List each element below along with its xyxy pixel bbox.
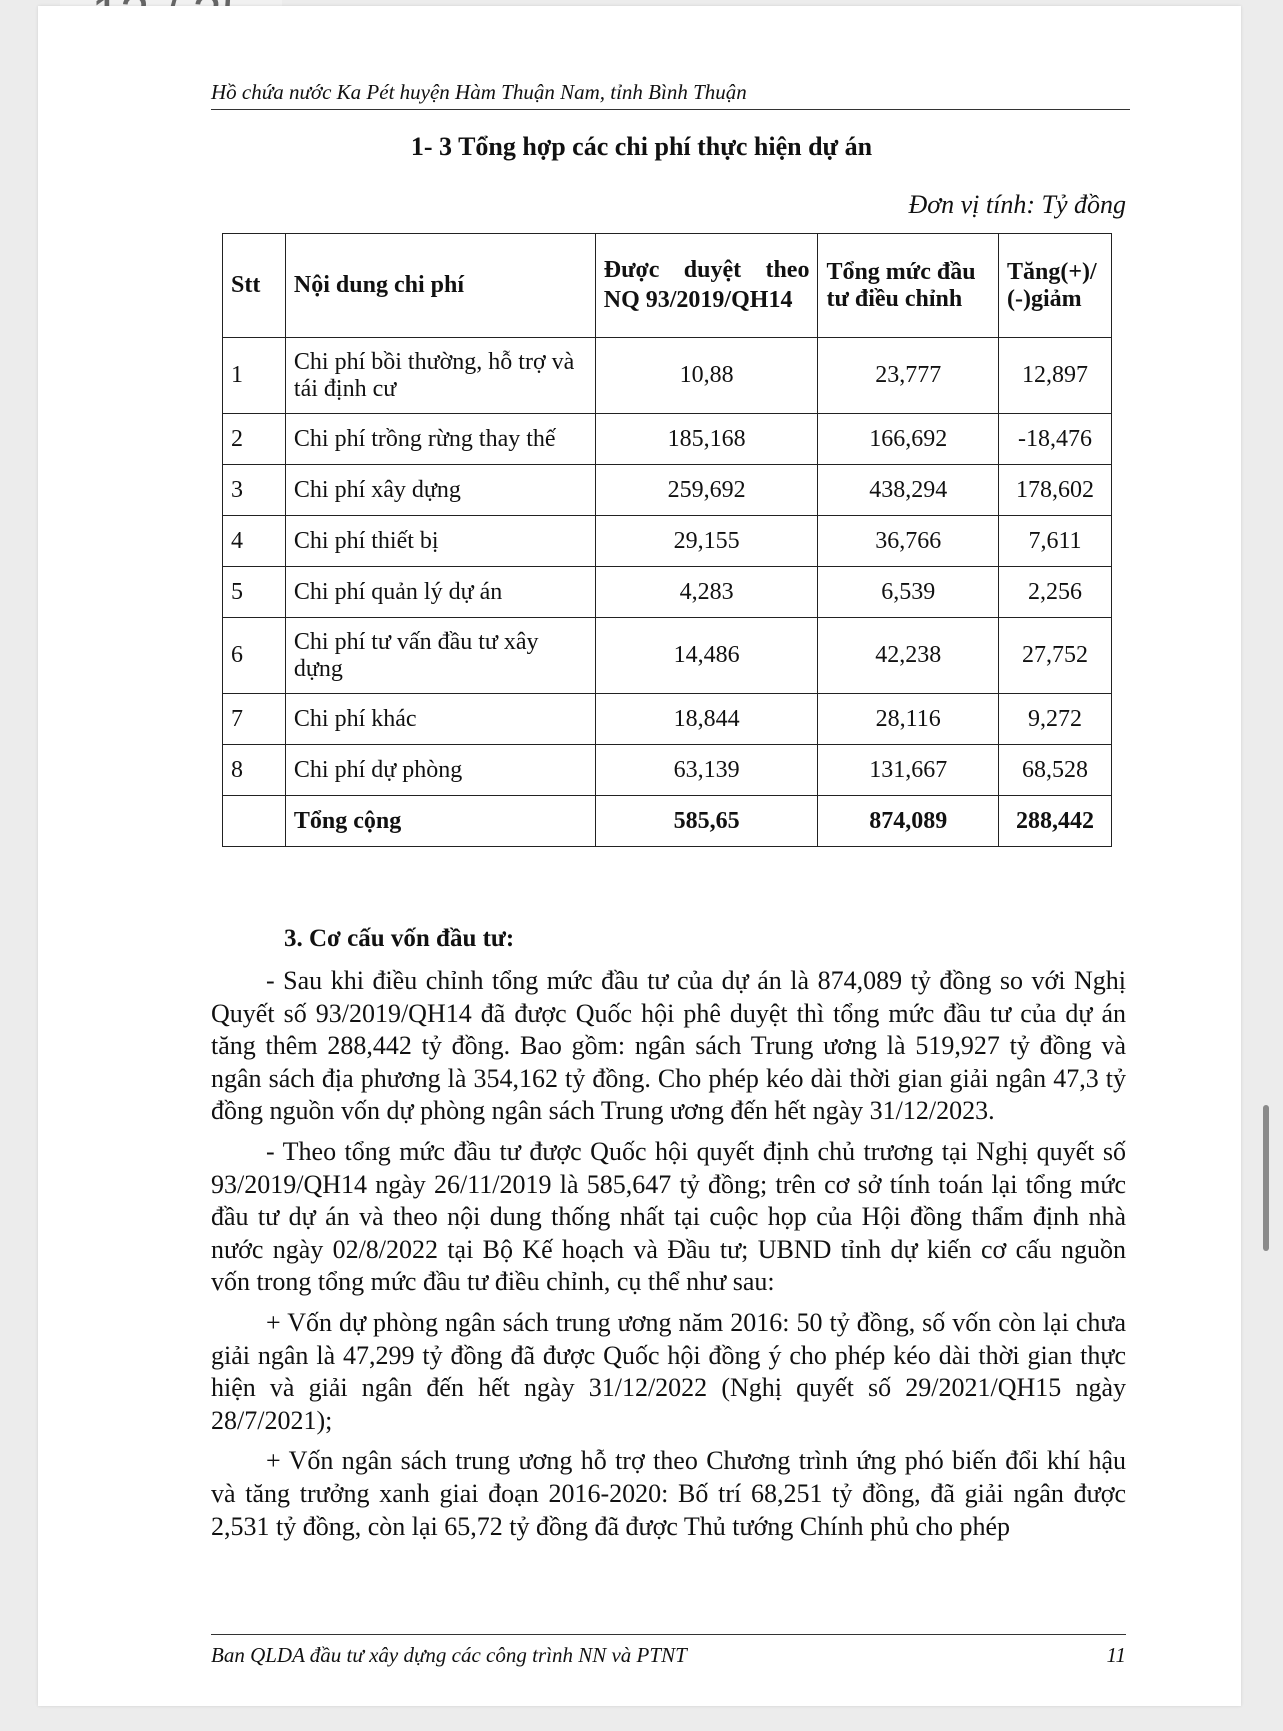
table-row <box>223 465 1112 516</box>
row-name: Chi phí tư vấn đầu tư xây dựng <box>285 618 595 694</box>
row-name: Chi phí quản lý dự án <box>285 567 595 618</box>
table-row <box>223 516 1112 567</box>
row-name: Chi phí khác <box>285 694 595 745</box>
row-diff: 27,752 <box>999 618 1112 694</box>
row-approved: 63,139 <box>595 745 818 796</box>
table-row <box>223 414 1112 465</box>
row-diff: 178,602 <box>999 465 1112 516</box>
row-approved: 10,88 <box>595 338 818 414</box>
row-name: Chi phí dự phòng <box>285 745 595 796</box>
row-diff: 12,897 <box>999 338 1112 414</box>
paragraph: + Vốn dự phòng ngân sách trung ương năm 2016: 50 tỷ đồng, số vốn còn lại chưa giải ngân là 47,299 tỷ đồng đã được Quốc hội đồng ý cho phép kéo dài thời gian thực hiện và giải ngân đến hết ngày 31/12/2022 (Nghị quyết số 29/2021/QH15 ngày 28/7/2021); <box>211 1307 1126 1435</box>
paragraph: - Theo tổng mức đầu tư được Quốc hội quyết định chủ trương tại Nghị quyết số 93/2019/QH14 ngày 26/11/2019 là 585,647 tỷ đồng; trên cơ sở tính toán lại tổng mức đầu tư dự án và theo nội dung thống nhất tại cuộc họp của Hội đồng thẩm định nhà nước ngày 02/8/2022 tại Bộ Kế hoạch và Đầu tư; UBND tỉnh dự kiến cơ cấu nguồn vốn trong tổng mức đầu tư điều chỉnh, cụ thể như sau: <box>211 1136 1126 1297</box>
footer-page-number: 11 <box>1106 1643 1126 1667</box>
row-approved: 29,155 <box>595 516 818 567</box>
row-stt: 4 <box>223 516 286 567</box>
scrollbar[interactable] <box>1263 1105 1269 1251</box>
subsection-title: 3. Cơ cấu vốn đầu tư: <box>284 925 515 952</box>
row-stt: 8 <box>223 745 286 796</box>
row-name: Chi phí bồi thường, hỗ trợ và tái định cư <box>285 338 595 414</box>
total-adjusted: 874,089 <box>818 796 999 847</box>
row-approved: 185,168 <box>595 414 818 465</box>
header-stt: Stt <box>223 234 286 338</box>
row-diff: 7,611 <box>999 516 1112 567</box>
row-stt: 7 <box>223 694 286 745</box>
row-stt: 2 <box>223 414 286 465</box>
page-footer <box>211 1634 1126 1668</box>
row-stt: 3 <box>223 465 286 516</box>
section-title: 1- 3 Tổng hợp các chi phí thực hiện dự án <box>410 132 873 161</box>
row-adjusted: 23,777 <box>818 338 999 414</box>
row-adjusted: 6,539 <box>818 567 999 618</box>
footer-org: Ban QLDA đầu tư xây dựng các công trình NN và PTNT <box>211 1643 687 1667</box>
row-adjusted: 28,116 <box>818 694 999 745</box>
row-name: Chi phí trồng rừng thay thế <box>285 414 595 465</box>
running-header: Hồ chứa nước Ka Pét huyện Hàm Thuận Nam, tỉnh Bình Thuận <box>211 80 1130 110</box>
table-row <box>223 338 1112 414</box>
header-diff: Tăng(+)/ (-)giảm <box>999 234 1112 338</box>
table-row <box>223 745 1112 796</box>
row-stt: 6 <box>223 618 286 694</box>
cost-table <box>222 233 1112 847</box>
paragraph: - Sau khi điều chỉnh tổng mức đầu tư của dự án là 874,089 tỷ đồng so với Nghị Quyết số 93/2019/QH14 đã được Quốc hội phê duyệt thì tổng mức đầu tư của dự án tăng thêm 288,442 tỷ đồng. Bao gồm: ngân sách Trung ương là 519,927 tỷ đồng và ngân sách địa phương là 354,162 tỷ đồng. Cho phép kéo dài thời gian giải ngân 47,3 tỷ đồng nguồn vốn dự phòng ngân sách Trung ương đến hết ngày 31/12/2023. <box>211 966 1126 1126</box>
row-name: Chi phí thiết bị <box>285 516 595 567</box>
row-adjusted: 36,766 <box>818 516 999 567</box>
row-stt <box>223 796 286 847</box>
paragraph: + Vốn ngân sách trung ương hỗ trợ theo Chương trình ứng phó biến đổi khí hậu và tăng trưởng xanh giai đoạn 2016-2020: Bố trí 68,251 tỷ đồng, đã giải ngân được 2,531 tỷ đồng, còn lại 65,72 tỷ đồng đã được Thủ tướng Chính phủ cho phép <box>211 1446 1126 1541</box>
row-diff: 9,272 <box>999 694 1112 745</box>
row-stt: 1 <box>223 338 286 414</box>
row-adjusted: 42,238 <box>818 618 999 694</box>
table-row <box>223 567 1112 618</box>
header-approved: Được duyệt theo NQ 93/2019/QH14 <box>595 234 818 338</box>
row-diff: -18,476 <box>999 414 1112 465</box>
row-approved: 259,692 <box>595 465 818 516</box>
table-row <box>223 618 1112 694</box>
row-diff: 68,528 <box>999 745 1112 796</box>
row-approved: 4,283 <box>595 567 818 618</box>
unit-label: Đơn vị tính: Tỷ đồng <box>908 190 1126 219</box>
header-content: Nội dung chi phí <box>285 234 595 338</box>
row-adjusted: 438,294 <box>818 465 999 516</box>
table-header-row <box>223 234 1112 338</box>
table-total-row <box>223 796 1112 847</box>
total-approved: 585,65 <box>595 796 818 847</box>
row-approved: 14,486 <box>595 618 818 694</box>
table-row <box>223 694 1112 745</box>
row-stt: 5 <box>223 567 286 618</box>
row-approved: 18,844 <box>595 694 818 745</box>
body-text <box>211 965 1126 1551</box>
row-adjusted: 166,692 <box>818 414 999 465</box>
total-label: Tổng cộng <box>285 796 595 847</box>
row-diff: 2,256 <box>999 567 1112 618</box>
row-name: Chi phí xây dựng <box>285 465 595 516</box>
row-adjusted: 131,667 <box>818 745 999 796</box>
header-adjusted: Tổng mức đầu tư điều chỉnh <box>818 234 999 338</box>
total-diff: 288,442 <box>999 796 1112 847</box>
